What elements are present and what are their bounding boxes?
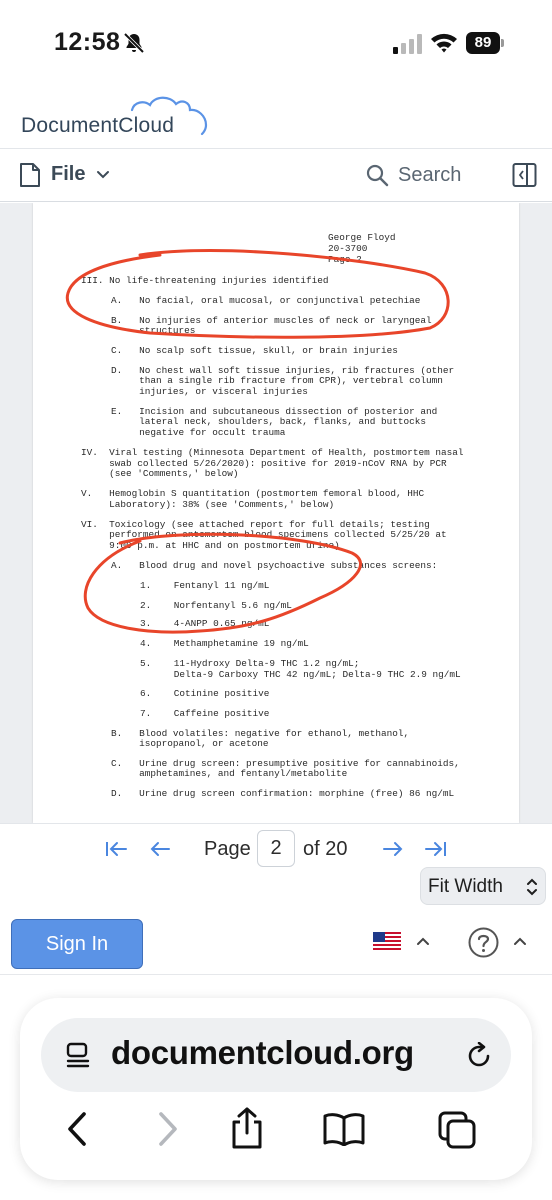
document-toolbar <box>0 148 552 202</box>
bookmarks-icon[interactable] <box>322 1112 366 1146</box>
status-bar <box>0 0 552 90</box>
document-line: D. Urine drug screen confirmation: morphine (free) 86 ng/mL <box>111 788 455 799</box>
battery-level: 89 <box>466 32 500 54</box>
document-page <box>33 203 519 823</box>
search-icon[interactable] <box>365 163 389 187</box>
status-time: 12:58 <box>54 28 121 56</box>
document-line: 20-3700 <box>328 243 368 254</box>
sign-in-button[interactable]: Sign In <box>11 919 143 969</box>
document-line: performed on antemortem blood specimens collected 5/25/20 at <box>81 529 447 540</box>
footer-bar <box>0 915 552 975</box>
last-page-icon[interactable] <box>424 839 448 859</box>
cellular-signal-icon <box>393 34 423 54</box>
document-line: VI. Toxicology (see attached report for full details; testing <box>81 519 430 530</box>
document-line: 2. Norfentanyl 5.6 ng/mL <box>140 600 292 611</box>
document-line: A. No facial, oral mucosal, or conjunctival petechiae <box>111 295 421 306</box>
document-line: C. Urine drug screen: presumptive positive for cannabinoids, <box>111 758 460 769</box>
document-line: negative for occult trauma <box>111 427 286 438</box>
zoom-select[interactable] <box>420 867 546 905</box>
page-count: of 20 <box>303 838 348 860</box>
chevron-up-icon[interactable] <box>513 935 527 947</box>
document-line: than a single rib fracture from CPR), vertebral column <box>111 375 443 386</box>
address-bar[interactable] <box>41 1018 511 1092</box>
url-text[interactable]: documentcloud.org <box>111 1034 414 1071</box>
chevron-up-icon[interactable] <box>416 935 430 947</box>
page-menu-icon[interactable] <box>65 1042 91 1068</box>
reload-icon[interactable] <box>465 1042 493 1070</box>
document-line: isopropanol, or acetone <box>111 738 269 749</box>
file-menu-button[interactable]: File <box>51 163 86 185</box>
first-page-icon[interactable] <box>104 839 128 859</box>
document-line: 4. Methamphetamine 19 ng/mL <box>140 638 309 649</box>
document-line: structures <box>111 325 196 336</box>
document-line: swab collected 5/26/2020): positive for 2019-nCoV RNA by PCR <box>81 458 447 469</box>
document-line: A. Blood drug and novel psychoactive substances screens: <box>111 560 438 571</box>
document-line: injuries, or visceral injuries <box>111 386 308 397</box>
tabs-icon[interactable] <box>437 1110 477 1150</box>
help-icon[interactable] <box>468 927 499 958</box>
us-flag-icon[interactable] <box>373 932 401 950</box>
document-line: amphetamines, and fentanyl/metabolite <box>111 768 348 779</box>
select-arrows-icon <box>525 877 539 897</box>
file-icon[interactable] <box>19 162 41 188</box>
sidebar-toggle-icon[interactable] <box>512 162 537 188</box>
document-line: V. Hemoglobin S quantitation (postmortem femoral blood, HHC <box>81 488 425 499</box>
next-page-icon[interactable] <box>382 839 404 859</box>
document-line: lateral neck, shoulders, back, flanks, and buttocks <box>111 416 427 427</box>
battery-cap <box>501 39 504 47</box>
forward-icon[interactable] <box>156 1110 180 1148</box>
document-line: III. No life-threatening injuries identified <box>81 275 329 286</box>
document-viewer[interactable] <box>0 203 552 823</box>
bell-muted-icon <box>122 31 146 55</box>
document-line: George Floyd <box>328 232 396 243</box>
document-line: Delta-9 Carboxy THC 42 ng/mL; Delta-9 THC 2.9 ng/mL <box>140 669 461 680</box>
document-line: Page 2 <box>328 254 362 265</box>
document-line: 7. Caffeine positive <box>140 708 270 719</box>
share-icon[interactable] <box>229 1106 265 1150</box>
site-header <box>0 90 552 148</box>
page-number-input[interactable] <box>257 830 295 867</box>
back-icon[interactable] <box>65 1110 89 1148</box>
document-line: 6. Cotinine positive <box>140 688 270 699</box>
document-line: C. No scalp soft tissue, skull, or brain injuries <box>111 345 398 356</box>
search-button[interactable]: Search <box>398 164 462 186</box>
page-label: Page <box>204 838 251 860</box>
document-line: D. No chest wall soft tissue injuries, rib fractures (other <box>111 365 455 376</box>
battery-indicator <box>466 32 504 54</box>
document-line: 1. Fentanyl 11 ng/mL <box>140 580 270 591</box>
document-line: E. Incision and subcutaneous dissection of posterior and <box>111 406 438 417</box>
document-line: 9:00 p.m. at HHC and on postmortem urine) <box>81 540 340 551</box>
browser-toolbar <box>20 998 532 1180</box>
chevron-down-icon[interactable] <box>95 168 111 182</box>
brand-logo-text[interactable]: DocumentCloud <box>21 114 175 137</box>
document-line: B. No injuries of anterior muscles of neck or laryngeal <box>111 315 432 326</box>
wifi-icon <box>430 31 458 55</box>
document-line: (see 'Comments,' below) <box>81 468 239 479</box>
document-line: 3. 4-ANPP 0.65 ng/mL <box>140 618 270 629</box>
document-line: 5. 11-Hydroxy Delta-9 THC 1.2 ng/mL; <box>140 658 360 669</box>
document-line: Laboratory): 38% (see 'Comments,' below) <box>81 499 335 510</box>
document-line: IV. Viral testing (Minnesota Department of Health, postmortem nasal <box>81 447 464 458</box>
pagination-bar <box>0 823 552 915</box>
document-line: B. Blood volatiles: negative for ethanol, methanol, <box>111 728 410 739</box>
zoom-selected-option: Fit Width <box>428 876 503 897</box>
previous-page-icon[interactable] <box>149 839 171 859</box>
